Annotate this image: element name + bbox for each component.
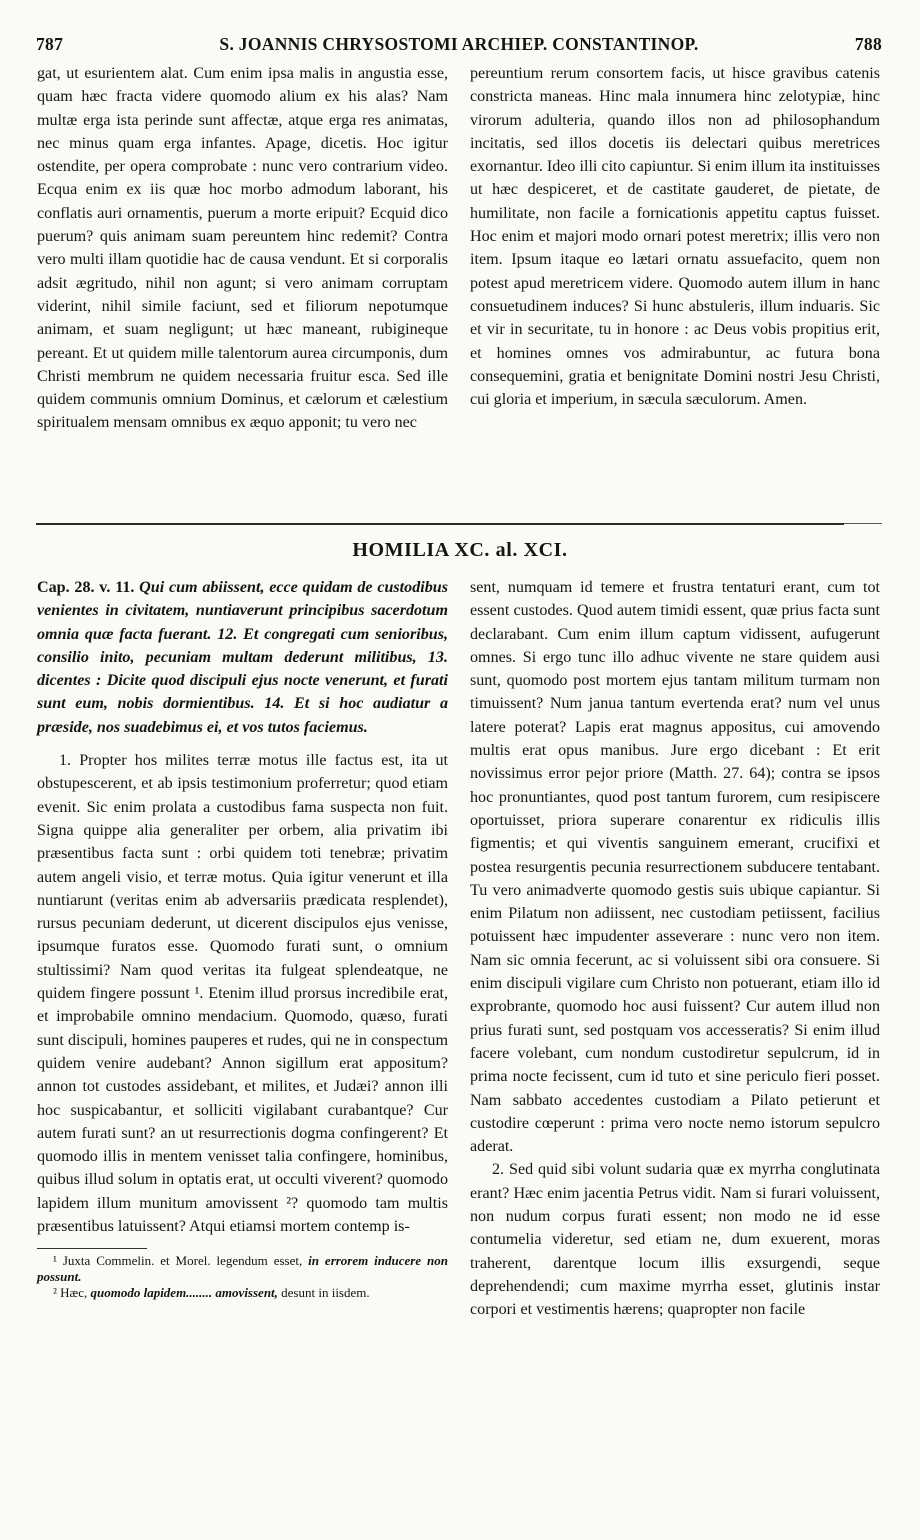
lemma-text: Qui cum abiissent, ecce quidam de custodibus venientes in civitatem, nuntiaverunt principibus sacerdotum omnia quæ facta fuerant. 12. Et congregati cum senioribus, consilio inito, pecuniam multam dederunt militibus, 13. dicentes : Dicite quod discipuli ejus nocte venerunt, et furati sunt eum, nobis dormientibus. 14. Et si hoc audiatur a præside, nos suadebimus ei, et vos tutos faciemus. <box>37 579 448 736</box>
footnote-2-text: ² Hæc, <box>53 1285 88 1301</box>
top-right-text: pereuntium rerum consortem facis, ut hisce gravibus catenis constricta maneas. Hinc mala innumera hinc zelotypiæ, hinc virorum adulteria, quando illos non ad philosophandum incitatis, sed illos docetis iis delectari quibus meretrices exornantur. Ideo illi cito capiuntur. Si enim illum ita instituisses ut hæc despiceret, et de castitate gauderet, de pietate, de humilitate, non facile a fornicationis appetitu captus fuisset. Hoc enim et majori modo ornari potest meretrix; illis vero non item. Ipsum itaque eo lætari ornatu assuefacito, quem non potest apud meretricem videre. Quomodo autem illum in hanc consuetudinem induces? Si hunc abstuleris, illum induaris. Sic et vir in securitate, tu in honore : ac Deus vobis propitius erit, et homines omnes vos admirabuntur, ac futura bona consequemini, gratia et benignitate Domini nostri Jesu Christi, cui gloria et imperium, in sæcula sæculorum. Amen. <box>470 65 880 409</box>
footnote-2 <box>37 1285 448 1301</box>
page-number-right: 788 <box>854 34 882 54</box>
top-right-column <box>470 62 880 411</box>
page-header <box>36 34 882 58</box>
section-divider-tail <box>844 523 882 524</box>
footnote-2-emphasis: quomodo lapidem........ amovissent, <box>90 1285 278 1301</box>
paragraph-1: 1. Propter hos milites terræ motus ille factus est, ita ut obstupescerent, et ab ipsis testimonium proferretur; quod etiam evenit. Sic enim prolata a custodibus fama suspecta non fuit. Signa quippe alia generaliter per orbem, alia privatim ibi præsentibus facta sunt : orbi quidem toti tenebræ; privatim autem angeli visio, et terræ motus. Quia igitur venerunt et illa nuntiarunt (veritas enim ab adversariis prædicata resplendet), rursus pecuniam dederunt, ut dicerent discipulos ejus venisse, ipsumque furatos esse. Quomodo furati sunt, o omnium stultissimi? Nam quod veritas ita fulgeat splendeatque, ne quidem fingere possunt ¹. Etenim illud prorsus incredibile erat, et improbabile omnino mendacium. Quomodo, quæso, furati sunt discipuli, homines pauperes et rudes, qui ne in conspectum quidem venire audebant? Annon sigillum erat appositum? annon tot custodes assidebant, et milites, et Judæi? annon illi hoc suspicabantur, et solliciti vigilabant curabantque? Cur autem furati sunt? an ut resurrectionis dogma confingerent? Et quomodo illis in mentem venisset talia confingere, hominibus, quibus illud solum in optatis erat, ut occulti viverent? quomodo lapidem illum munitum amovissent ²? quomodo tam multis præsentibus latuissent? Atqui etiamsi mortem contemp is- <box>37 752 448 1236</box>
lemma-chapter-ref: Cap. 28. v. 11. <box>37 579 135 596</box>
top-left-text: gat, ut esurientem alat. Cum enim ipsa malis in angustia esse, quam hæc fracta videre quomodo alium ex his alas? Nam multæ erga ista perinde sunt affectæ, atque erga res animatas, nec minus quam erga infantes. Apage, dicetis. Hoc igitur ostendite, per opera comprobate : nunc vero contrarium video. Ecqua enim ex iis quæ hoc morbo admodum laborant, his conflatis auri ornamentis, puerum a morte eripuit? Ecquid dico puerum? quis animam suam pereuntem hinc redemit? Contra vero multi illam quotidie hac de causa vendunt. Et si corporalis adsit ægritudo, nihil non agunt; si vero animam corruptam viderint, nihil simile faciunt, sed et filiorum nepotumque animam, et suam negligunt; ut hæc maneant, rubigineque pereant. Et ut quidem mille talentorum aurea circumponis, dum Christi membrum ne quidem necessaria fruitur esca. Sed ille quidem communis omnium Dominus, et cælorum et cælestium spiritualem mensam omnibus ex æquo apponit; tu vero nec <box>37 65 448 432</box>
scripture-lemma <box>37 576 448 739</box>
footnote-separator <box>37 1248 147 1249</box>
running-title: S. JOANNIS CHRYSOSTOMI ARCHIEP. CONSTANTINOP. <box>219 34 699 54</box>
paragraph-2: 2. Sed quid sibi volunt sudaria quæ ex myrrha conglutinata erant? Hæc enim jacentia Petrus vidit. Nam si furari voluissent, non nudum corpus furati essent; non modo ne id esse contumelia videretur, sed etiam ne, dum exuerent, moras traherent, darentque locum illis exsurgendi, seque deprehendendi; cum maxime myrrha esset, glutinis instar corpori et vestimentis hærens; quapropter non facile <box>470 1161 880 1319</box>
footnote-1-text: ¹ Juxta Commelin. et Morel. legendum esset, <box>53 1253 303 1269</box>
top-left-column <box>37 62 448 435</box>
bottom-right-column <box>470 576 880 1322</box>
page-number-left: 787 <box>36 34 64 54</box>
section-divider <box>36 523 844 525</box>
paragraph-1-continued: sent, numquam id temere et frustra tentaturi erant, cum tot essent custodes. Quod autem timidi essent, quæ prius facta sunt declarabant. Cum enim illum captum vidissent, aufugerunt omnes. Si ergo tunc illo adhuc vivente ne stare quidem ausi sunt, quomodo post mortem ejus tantam militum turmam non timuissent? Num janua tantum evertenda erat? num vel unus latere poterat? Lapis erat magnus appositus, cui amovendo multis erat opus manibus. Jure ergo dicebant : Et erit novissimus error pejor priore (Matth. 27. 64); contra se ipsos hoc pronuntiantes, quod post tantum furorem, cum resipiscere oportuisset, priora superare conarentur ex ridiculis illis figmentis; et qui viventis sanguinem emerant, crucifixi et postea resurgentis pecunia resurrectionem subducere tentabant. Tu vero animadverte quomodo gestis suis ubique capiantur. Si enim Pilatum non adiissent, nec custodiam petiissent, facilius potuissent hæc impudenter asseverare : nunc vero non item. Nam sic omnia fecerunt, ac si voluissent sibi ora consuere. Si enim discipuli vigilare cum Christo non potuerant, etiam illo id exprobrante, quomodo hoc ausi fuissent? Cur autem illud non prius furati sunt, sed postquam vos accesseratis? Si enim illud facere volebant, cum nondum custodiretur sepulcrum, id in prima nocte fecissent, cum id tuto et sine periculo fieri posset. Nam sabbato accedentes custodiam a Pilato petierunt et custodire cœperunt : prima vero nocte nemo istorum sepulcro aderat. <box>470 579 880 1156</box>
footnote-2-tail: desunt in iisdem. <box>281 1285 370 1301</box>
bottom-left-column <box>37 576 448 1301</box>
footnote-1-emphasis: in errorem inducere non possunt. <box>37 1253 449 1285</box>
homily-title: HOMILIA XC. al. XCI. <box>352 539 568 561</box>
footnote-1 <box>37 1253 448 1285</box>
